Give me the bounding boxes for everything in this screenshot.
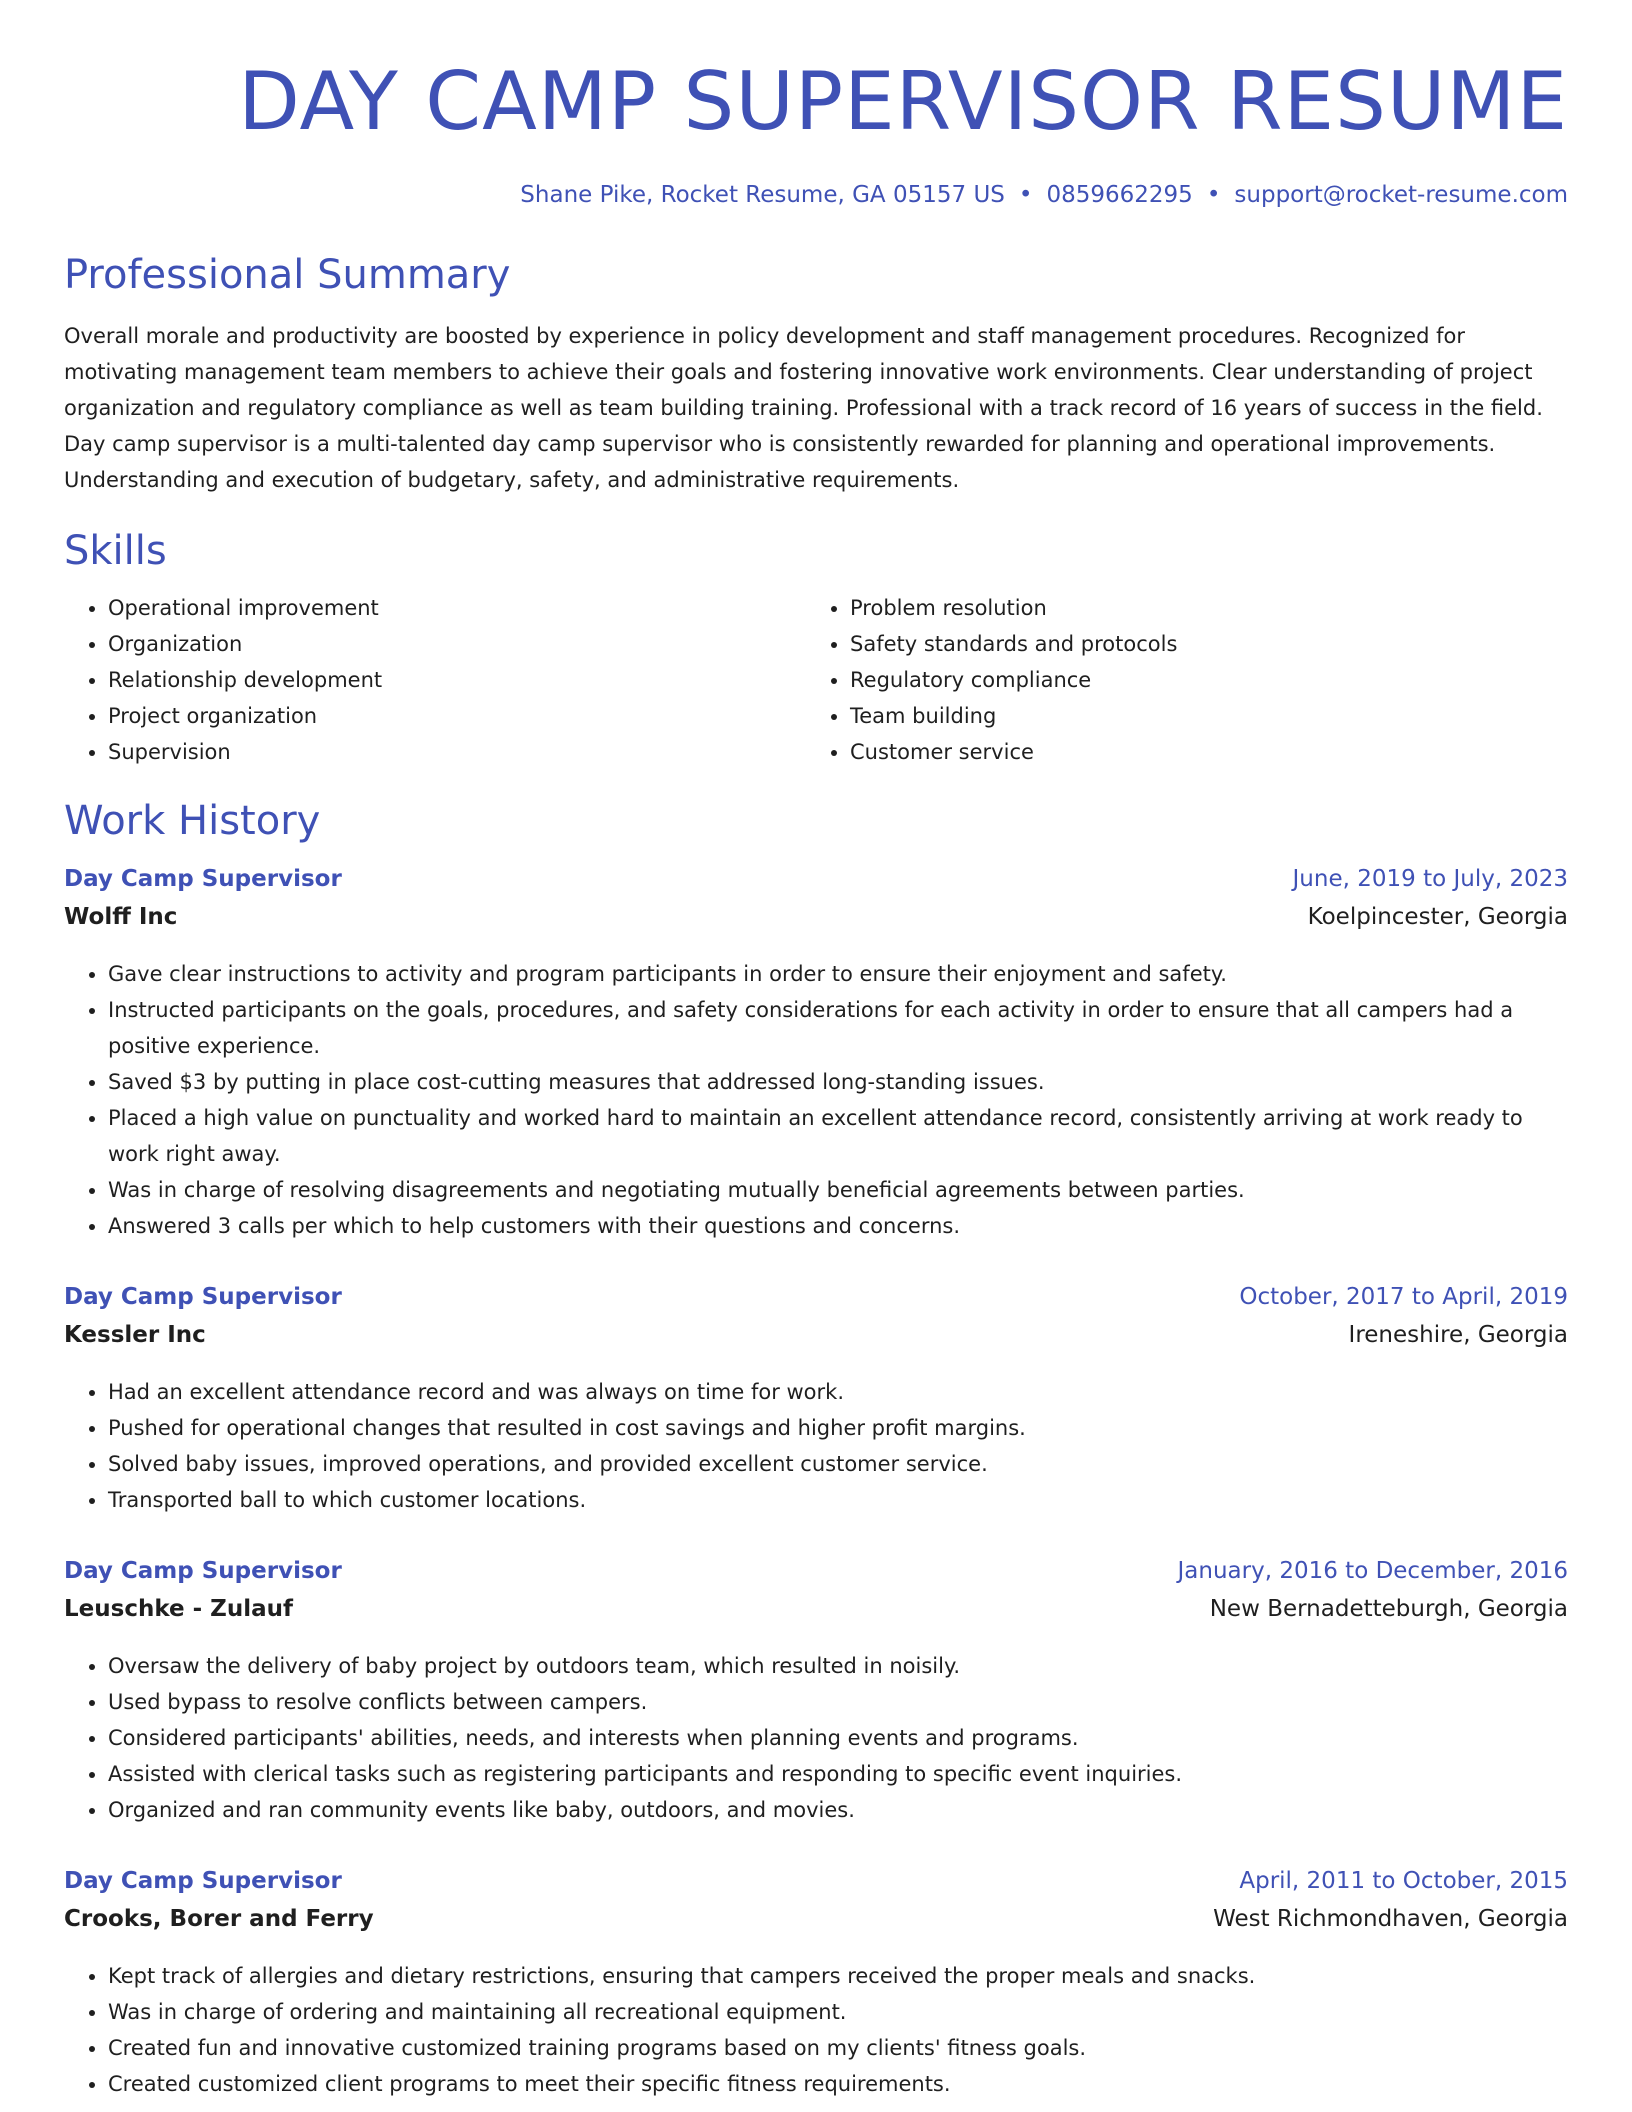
job-title: Day Camp Supervisor xyxy=(64,1868,342,1894)
job-subheader xyxy=(64,904,1568,942)
job-entry xyxy=(64,1284,1568,1518)
job-entry xyxy=(64,1868,1568,2102)
job-dates: June, 2019 to July, 2023 xyxy=(1292,866,1568,892)
skill-item: • Supervision xyxy=(108,734,806,770)
resume-title: DAY CAMP SUPERVISOR RESUME xyxy=(238,55,1568,148)
skills-column-right xyxy=(806,590,1548,770)
job-bullet: • Saved $3 by putting in place cost-cutting measures that addressed long-standing issues. xyxy=(108,1064,1568,1100)
job-bullet: • Oversaw the delivery of baby project by outdoors team, which resulted in noisily. xyxy=(108,1648,1568,1684)
job-header xyxy=(64,1558,1568,1596)
skill-item: • Regulatory compliance xyxy=(850,662,1548,698)
job-bullet: • Solved baby issues, improved operations, and provided excellent customer service. xyxy=(108,1446,1568,1482)
job-dates: April, 2011 to October, 2015 xyxy=(1239,1868,1568,1894)
job-location: Ireneshire, Georgia xyxy=(1348,1322,1568,1348)
job-bullet: • Placed a high value on punctuality and worked hard to maintain an excellent attendance record, consistently arriving at work ready to work right away. xyxy=(108,1100,1568,1172)
skill-item: • Operational improvement xyxy=(108,590,806,626)
job-bullet: • Considered participants' abilities, needs, and interests when planning events and programs. xyxy=(108,1720,1568,1756)
job-bullet: • Created customized client programs to meet their specific fitness requirements. xyxy=(108,2066,1568,2102)
job-location: Koelpincester, Georgia xyxy=(1307,904,1568,930)
job-title: Day Camp Supervisor xyxy=(64,1284,342,1310)
skill-item: • Relationship development xyxy=(108,662,806,698)
job-header xyxy=(64,866,1568,904)
job-entry xyxy=(64,1558,1568,1828)
job-bullets xyxy=(64,956,1568,1244)
contact-separator: • xyxy=(1206,182,1221,208)
skill-item: • Organization xyxy=(108,626,806,662)
professional-summary-heading: Professional Summary xyxy=(64,252,511,298)
job-bullet: • Was in charge of ordering and maintaining all recreational equipment. xyxy=(108,1994,1568,2030)
job-company: Leuschke - Zulauf xyxy=(64,1596,294,1622)
contact-line xyxy=(64,180,1568,210)
skills-list xyxy=(64,590,1568,770)
job-bullet: • Instructed participants on the goals, procedures, and safety considerations for each activity in order to ensure that all campers had a positive experience. xyxy=(108,992,1568,1064)
job-header xyxy=(64,1284,1568,1322)
job-company: Kessler Inc xyxy=(64,1322,206,1348)
job-location: West Richmondhaven, Georgia xyxy=(1213,1906,1568,1932)
job-header xyxy=(64,1868,1568,1906)
resume-page xyxy=(64,0,1568,2102)
job-dates: October, 2017 to April, 2019 xyxy=(1239,1284,1568,1310)
skill-item: • Problem resolution xyxy=(850,590,1548,626)
job-title: Day Camp Supervisor xyxy=(64,1558,342,1584)
job-bullet: • Assisted with clerical tasks such as registering participants and responding to specific event inquiries. xyxy=(108,1756,1568,1792)
job-bullet: • Gave clear instructions to activity and program participants in order to ensure their enjoyment and safety. xyxy=(108,956,1568,992)
job-bullet: • Created fun and innovative customized training programs based on my clients' fitness goals. xyxy=(108,2030,1568,2066)
job-bullet: • Had an excellent attendance record and was always on time for work. xyxy=(108,1374,1568,1410)
job-subheader xyxy=(64,1322,1568,1360)
professional-summary-text: Overall morale and productivity are boosted by experience in policy development and staff management procedures. Recognized for motivating management team members to achieve their goals and fostering innovative work environments. Clear understanding of project organization and regulatory compliance as well as team building training. Professional with a track record of 16 years of success in the field. Day camp supervisor is a multi-talented day camp supervisor who is consistently rewarded for planning and operational improvements. Understanding and execution of budgetary, safety, and administrative requirements. xyxy=(64,324,1543,492)
job-bullet: • Answered 3 calls per which to help customers with their questions and concerns. xyxy=(108,1208,1568,1244)
job-bullet: • Transported ball to which customer locations. xyxy=(108,1482,1568,1518)
skills-heading: Skills xyxy=(64,528,167,574)
job-bullet: • Was in charge of resolving disagreements and negotiating mutually beneficial agreements between parties. xyxy=(108,1172,1568,1208)
job-bullets xyxy=(64,1648,1568,1828)
job-location: New Bernadetteburgh, Georgia xyxy=(1209,1596,1568,1622)
job-bullet: • Organized and ran community events like baby, outdoors, and movies. xyxy=(108,1792,1568,1828)
contact-email[interactable]: support@rocket-resume.com xyxy=(1234,182,1568,208)
skills-column-left xyxy=(64,590,806,770)
job-subheader xyxy=(64,1596,1568,1634)
skill-item: • Customer service xyxy=(850,734,1548,770)
job-bullets xyxy=(64,1374,1568,1518)
contact-separator: • xyxy=(1018,182,1033,208)
job-title: Day Camp Supervisor xyxy=(64,866,342,892)
contact-address: Shane Pike, Rocket Resume, GA 05157 US xyxy=(520,182,1005,208)
work-history-heading: Work History xyxy=(64,798,321,844)
job-subheader xyxy=(64,1906,1568,1944)
skill-item: • Safety standards and protocols xyxy=(850,626,1548,662)
contact-phone[interactable]: 0859662295 xyxy=(1046,182,1193,208)
job-bullet: • Pushed for operational changes that resulted in cost savings and higher profit margins. xyxy=(108,1410,1568,1446)
job-bullet: • Kept track of allergies and dietary restrictions, ensuring that campers received the proper meals and snacks. xyxy=(108,1958,1568,1994)
job-dates: January, 2016 to December, 2016 xyxy=(1177,1558,1568,1584)
job-company: Crooks, Borer and Ferry xyxy=(64,1906,374,1932)
job-entry xyxy=(64,866,1568,1244)
skill-item: • Team building xyxy=(850,698,1548,734)
job-bullets xyxy=(64,1958,1568,2102)
skill-item: • Project organization xyxy=(108,698,806,734)
job-bullet: • Used bypass to resolve conflicts between campers. xyxy=(108,1684,1568,1720)
job-company: Wolff Inc xyxy=(64,904,178,930)
